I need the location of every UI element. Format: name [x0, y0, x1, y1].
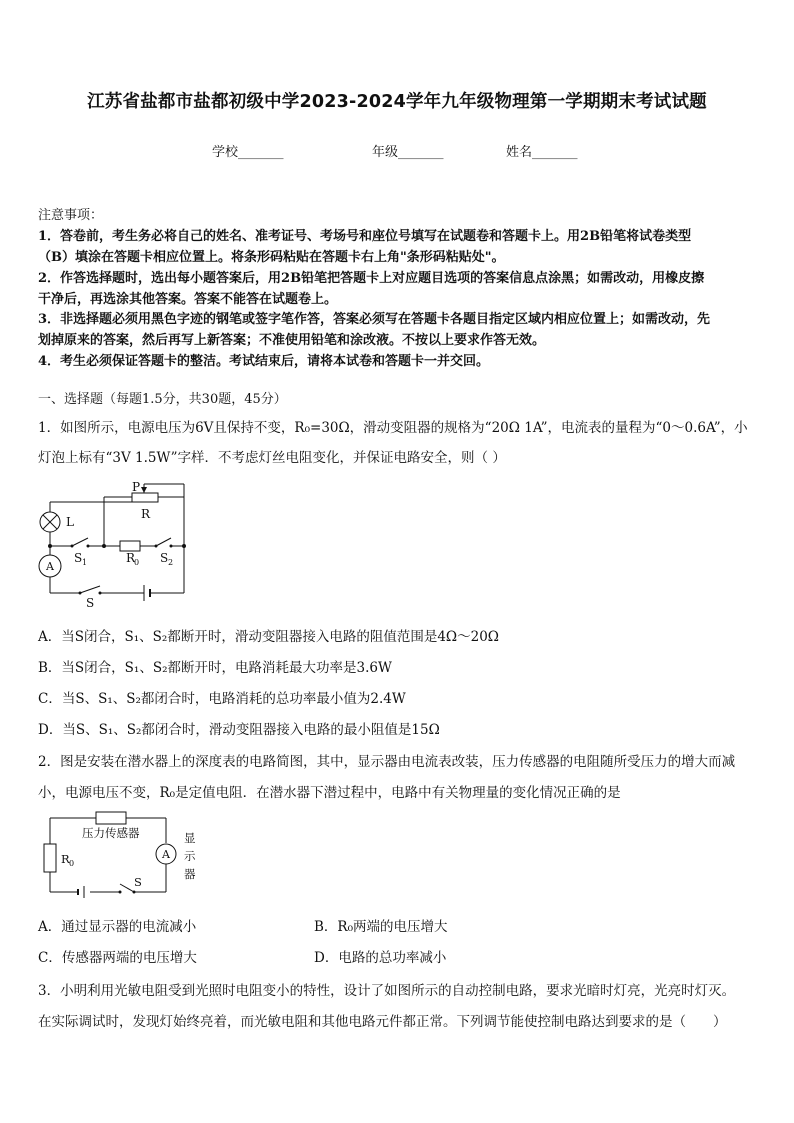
label-display-1: 显 — [184, 831, 196, 845]
notice-line: 2．作答选择题时，选出每小题答案后，用2B铅笔把答题卡上对应题目选项的答案信息点涂黑；如需改动，用橡皮擦 — [38, 271, 705, 286]
label-q2-s: S — [134, 875, 142, 889]
q3-stem-line1: 3．小明利用光敏电阻受到光照时电阻变小的特性，设计了如图所示的自动控制电路，要求光暗时灯亮，光亮时灯灭。 — [38, 983, 736, 999]
notice-line: 4．考生必须保证答题卡的整洁。考试结束后，请将本试卷和答题卡一并交回。 — [38, 354, 490, 369]
r0-symbol — [120, 541, 140, 551]
label-s1: S — [74, 551, 83, 565]
q3-stem-line2: 在实际调试时，发现灯始终亮着，而光敏电阻和其他电路元件都正常。下列调节能使控制电路达到要求的是（ ） — [38, 1014, 727, 1030]
label-q2-r0: R — [61, 852, 70, 866]
label-l: L — [66, 515, 74, 529]
notice-line: 干净后，再选涂其他答案。答案不能答在试题卷上。 — [38, 292, 338, 307]
notice-line: 1．答卷前，考生务必将自己的姓名、准考证号、考场号和座位号填写在试题卷和答题卡上。用2B铅笔将试卷类型 — [38, 229, 692, 244]
label-q2-r0-sub: 0 — [69, 859, 75, 868]
label-pressure-sensor: 压力传感器 — [82, 826, 140, 840]
label-q2-a: A — [162, 848, 170, 861]
pressure-sensor-symbol — [96, 812, 126, 824]
q2-r0-symbol — [44, 844, 56, 872]
notice-line: 3．非选择题必须用黑色字迹的钢笔或签字笔作答，答案必须写在答题卡各题目指定区域内相应位置上；如需改动，先 — [38, 312, 711, 327]
label-a: A — [46, 560, 54, 573]
page-title: 江苏省盐都市盐都初级中学2023-2024学年九年级物理第一学期期末考试试题 — [87, 92, 707, 112]
q2-circuit-diagram — [34, 806, 214, 902]
rheostat-symbol — [132, 493, 158, 502]
q1-circuit-diagram — [34, 480, 194, 610]
q2-stem-line2: 小，电源电压不变，R₀是定值电阻．在潜水器下潜过程中，电路中有关物理量的变化情况正确的是 — [38, 785, 621, 801]
label-s1-sub: 1 — [82, 558, 88, 567]
name-field: 姓名_______ — [506, 145, 578, 160]
q1-stem-line1: 1．如图所示，电源电压为6V且保持不变，R₀=30Ω，滑动变阻器的规格为“20Ω 1A”，电流表的量程为“0～0.6A”，小 — [38, 420, 748, 436]
school-field: 学校_______ — [212, 145, 284, 160]
section-heading: 一、选择题（每题1.5分，共30题，45分） — [38, 392, 287, 407]
q1-option-c[interactable]: C．当S、S₁、S₂都闭合时，电路消耗的总功率最小值为2.4W — [38, 691, 406, 707]
notice-line: （B）填涂在答题卡相应位置上。将条形码粘贴在答题卡右上角"条形码粘贴处"。 — [38, 250, 505, 265]
q1-option-b[interactable]: B．当S闭合，S₁、S₂都断开时，电路消耗最大功率是3.6W — [38, 660, 392, 676]
q2-stem-line1: 2．图是安装在潜水器上的深度表的电路简图，其中，显示器由电流表改装，压力传感器的电阻随所受压力的增大而减 — [38, 754, 736, 770]
label-display-2: 示 — [184, 849, 196, 863]
notice-heading: 注意事项： — [38, 208, 104, 223]
q2-option-a[interactable]: A．通过显示器的电流减小 — [38, 919, 197, 935]
label-r0: R — [126, 551, 136, 565]
label-s2-sub: 2 — [168, 558, 174, 567]
notice-line: 划掉原来的答案，然后再写上新答案；不准使用铅笔和涂改液。不按以上要求作答无效。 — [38, 333, 546, 348]
label-p: P — [132, 480, 141, 494]
label-s2: S — [160, 551, 169, 565]
q2-option-b[interactable]: B．R₀两端的电压增大 — [314, 919, 448, 935]
q1-option-d[interactable]: D．当S、S₁、S₂都闭合时，滑动变阻器接入电路的最小阻值是15Ω — [38, 722, 440, 738]
q2-option-d[interactable]: D．电路的总功率减小 — [314, 950, 447, 966]
label-display-3: 器 — [184, 867, 196, 881]
grade-field: 年级_______ — [372, 145, 444, 160]
q2-option-c[interactable]: C．传感器两端的电压增大 — [38, 950, 197, 966]
label-r: R — [141, 507, 151, 521]
q1-stem-line2: 灯泡上标有“3V 1.5W”字样．不考虑灯丝电阻变化，并保证电路安全，则（ ） — [38, 450, 506, 466]
q1-option-a[interactable]: A．当S闭合，S₁、S₂都断开时，滑动变阻器接入电路的阻值范围是4Ω～20Ω — [38, 629, 499, 645]
label-r0-sub: 0 — [134, 558, 140, 567]
label-s: S — [86, 596, 95, 610]
